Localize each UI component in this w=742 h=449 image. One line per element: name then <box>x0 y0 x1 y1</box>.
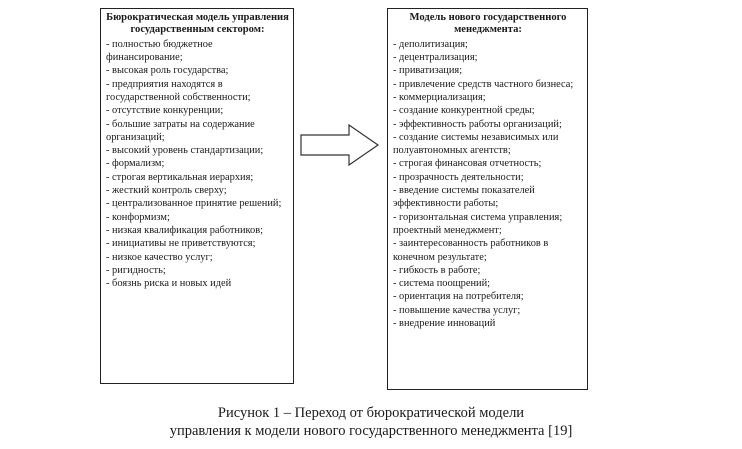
npm-feature-item: - приватизация; <box>393 65 463 77</box>
npm-feature-item: - децентрализация; <box>393 52 478 64</box>
npm-feature-item: - горизонтальная система управления; проектный менеджмент; <box>393 211 563 236</box>
new-public-management-box <box>387 8 588 390</box>
bureaucratic-model-box <box>100 8 294 384</box>
npm-feature-item: - ориентация на потребителя; <box>393 291 524 303</box>
bureaucratic-model-list <box>106 38 289 291</box>
npm-feature-item: - деполитизация; <box>393 38 468 50</box>
bureaucratic-feature-item: - низкое качество услуг; <box>106 251 213 263</box>
bureaucratic-feature-item: - большие затраты на содержание организаций; <box>106 118 255 143</box>
figure-caption-line-1: Рисунок 1 – Переход от бюрократической модели <box>217 405 525 421</box>
npm-feature-item: - создание системы независимых или полуавтономных агентств; <box>393 131 559 157</box>
transition-arrow-icon <box>300 124 380 166</box>
bureaucratic-feature-item: - строгая вертикальная иерархия; <box>106 171 254 183</box>
new-public-management-list <box>393 38 583 331</box>
bureaucratic-feature-item: - ригидность; <box>106 264 166 276</box>
npm-feature-item: - внедрение инноваций <box>393 318 496 330</box>
bureaucratic-feature-item: - инициативы не приветствуются; <box>106 238 256 250</box>
npm-feature-item: - эффективность работы организаций; <box>393 118 562 130</box>
bureaucratic-feature-item: - полностью бюджетное финансирование; <box>106 38 213 64</box>
npm-feature-item: - создание конкурентной среды; <box>393 105 535 117</box>
npm-feature-item: - коммерциализация; <box>393 92 486 103</box>
bureaucratic-feature-item: - высокий уровень стандартизации; <box>106 145 264 157</box>
new-public-management-title: Модель нового государственного менеджмента: <box>409 12 567 36</box>
bureaucratic-feature-item: - централизованное принятие решений; <box>106 198 282 210</box>
npm-feature-item: - прозрачность деятельности; <box>393 171 524 183</box>
bureaucratic-feature-item: - низкая квалификация работников; <box>106 224 264 236</box>
bureaucratic-feature-item: - отсутствие конкуренции; <box>106 105 224 117</box>
bureaucratic-feature-item: - предприятия находятся в государственной собственности; <box>106 78 251 103</box>
bureaucratic-feature-item: - боязнь риска и новых идей <box>106 278 232 290</box>
npm-feature-item: - заинтересованность работников в конечном результате; <box>393 238 549 263</box>
bureaucratic-feature-item: - высокая роль государства; <box>106 65 229 77</box>
npm-feature-item: - гибкость в работе; <box>393 264 481 276</box>
npm-feature-item: - повышение качества услуг; <box>393 304 521 316</box>
npm-feature-item: - строгая финансовая отчетность; <box>393 158 542 170</box>
npm-feature-item: - введение системы показателей эффективности работы; <box>393 185 535 210</box>
npm-feature-item: - привлечение средств частного бизнеса; <box>393 78 574 90</box>
figure-caption <box>0 404 742 440</box>
bureaucratic-feature-item: - конформизм; <box>106 211 170 223</box>
npm-feature-item: - система поощрений; <box>393 278 491 290</box>
bureaucratic-model-title: Бюрократическая модель управления государственным сектором: <box>106 12 289 36</box>
bureaucratic-feature-item: - формализм; <box>106 158 165 170</box>
bureaucratic-feature-item: - жесткий контроль сверху; <box>106 185 227 197</box>
figure-caption-line-2: управления к модели нового государственного менеджмента [19] <box>169 423 573 439</box>
